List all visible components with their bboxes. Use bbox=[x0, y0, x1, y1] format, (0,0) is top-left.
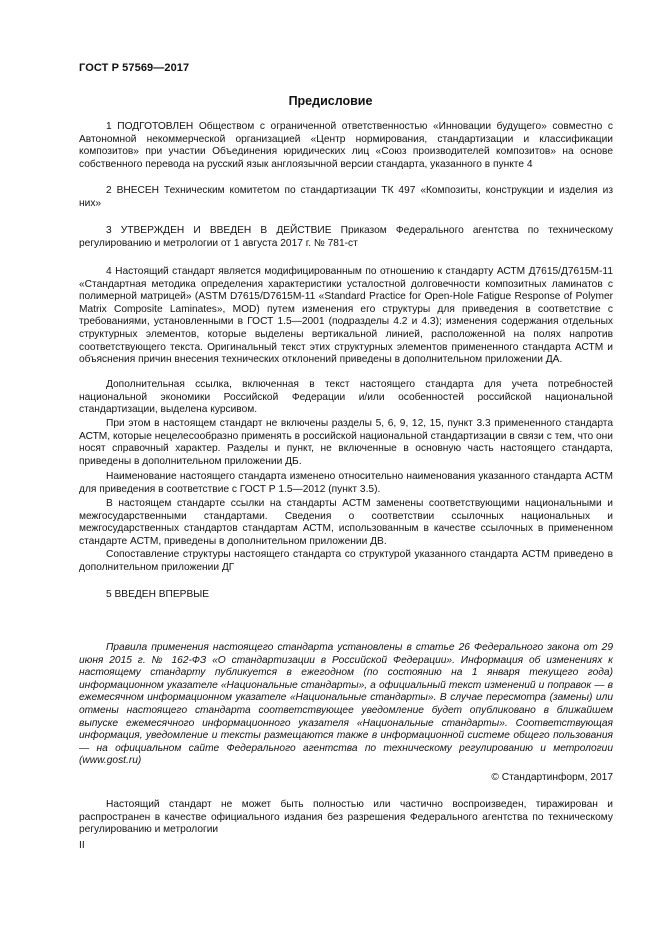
paragraph-introduced-first: 5 ВВЕДЕН ВПЕРВЫЕ bbox=[106, 589, 210, 600]
reproduction-notice: Настоящий стандарт не может быть полностью или частично воспроизведен, тиражирован и распространен в качестве официального издания без разрешения Федерального агентства по техническому регулированию и метрологии bbox=[79, 799, 613, 836]
rules-notice: Правила применения настоящего стандарта установлены в статье 26 Федерального закона от 29 июня 2015 г. № 162-ФЗ «О стандартизации в Российской Федерации». Информация об изменениях к настоящему стандарту публикуется в ежегодном (по состоянию на 1 января текущего года) информационном указателе «Национальные стандарты», а официальный текст изменений и поправок — в ежемесячном информационном указателе «Национальные стандарты». В случае пересмотра (замены) или отмены настоящего стандарта соответствующее уведомление будет опубликовано в ближайшем выпуске ежемесячного информационного указателя «Национальные стандарты». Соответствующая информация, уведомление и тексты размещаются также в информационной системе общего пользования — на официальном сайте Федерального агентства по техническому регулированию и метрологии (www.gost.ru) bbox=[79, 642, 613, 767]
paragraph-prepared-by: 1 ПОДГОТОВЛЕН Обществом с ограниченной ответственностью «Инновации будущего» совместно с Автономной некоммерческой организацией «Центр нормирования, стандартизации и классификации композитов» при участии Объединения юридических лиц «Союз производителей композитов» на основе собственного перевода на русский язык англоязычной версии стандарта, указанного в пункте 4 bbox=[79, 121, 613, 170]
page-title: Предисловие bbox=[288, 94, 373, 108]
paragraph-structure-comparison: Сопоставление структуры настоящего стандарта со структурой указанного стандарта АСТМ приведено в дополнительном приложении ДГ bbox=[79, 549, 613, 573]
paragraph-name-change: Наименование настоящего стандарта изменено относительно наименования указанного стандарта АСТМ для приведения в соответствие с ГОСТ Р 1.5—2012 (пункт 3.5). bbox=[79, 471, 613, 495]
copyright-line: © Стандартинформ, 2017 bbox=[491, 772, 613, 783]
standard-header: ГОСТ Р 57569—2017 bbox=[79, 62, 190, 74]
paragraph-excluded-sections: При этом в настоящем стандарт не включены разделы 5, 6, 9, 12, 15, пункт 3.3 примененного стандарта АСТМ, которые нецелесообразно применять в российской национальной стандартизации в связи с тем, что они носят справочный характер. Разделы и пункт, не включенные в основную часть настоящего стандарта, приведены в дополнительном приложении ДБ. bbox=[79, 418, 613, 467]
paragraph-introduced-by: 2 ВНЕСЕН Техническим комитетом по стандартизации ТК 497 «Композиты, конструкции и изделия из них» bbox=[79, 185, 613, 209]
paragraph-references: В настоящем стандарте ссылки на стандарты АСТМ заменены соответствующими национальными и межгосударственными стандартами. Сведения о соответствии ссылочных национальных и межгосударственных стандартов стандартам АСТМ, использованным в качестве ссылочных в примененном стандарте АСТМ, приведены в дополнительном приложении ДВ. bbox=[79, 498, 613, 547]
paragraph-approved: 3 УТВЕРЖДЕН И ВВЕДЕН В ДЕЙСТВИЕ Приказом Федерального агентства по техническому регулированию и метрологии от 1 августа 2017 г. № 781-ст bbox=[79, 225, 613, 249]
paragraph-modification: 4 Настоящий стандарт является модифицированным по отношению к стандарту АСТМ Д7615/Д7615М-11 «Стандартная методика определения характеристики усталостной долговечности композитных ламинатов с полимерной матрицей» (ASTM D7615/D7615M-11 «Standard Practice for Open-Hole Fatigue Response of Polymer Matrix Composite Laminates», MOD) путем изменения его структуры для приведения в соответствие с требованиями, установленными в ГОСТ 1.5—2001 (подразделы 4.2 и 4.3); изменения содержания отдельных структурных элементов, которые выделены вертикальной линией, расположенной на полях напротив соответствующего текста. Оригинальный текст этих структурных элементов примененного стандарта АСТМ и объяснения причин внесения технических отклонений приведены в дополнительном приложении ДА. bbox=[79, 266, 613, 366]
page-number: II bbox=[79, 840, 85, 851]
paragraph-additional-reference: Дополнительная ссылка, включенная в текст настоящего стандарта для учета потребностей национальной экономики Российской Федерации и/или особенностей российской национальной стандартизации, выделена курсивом. bbox=[79, 379, 613, 416]
